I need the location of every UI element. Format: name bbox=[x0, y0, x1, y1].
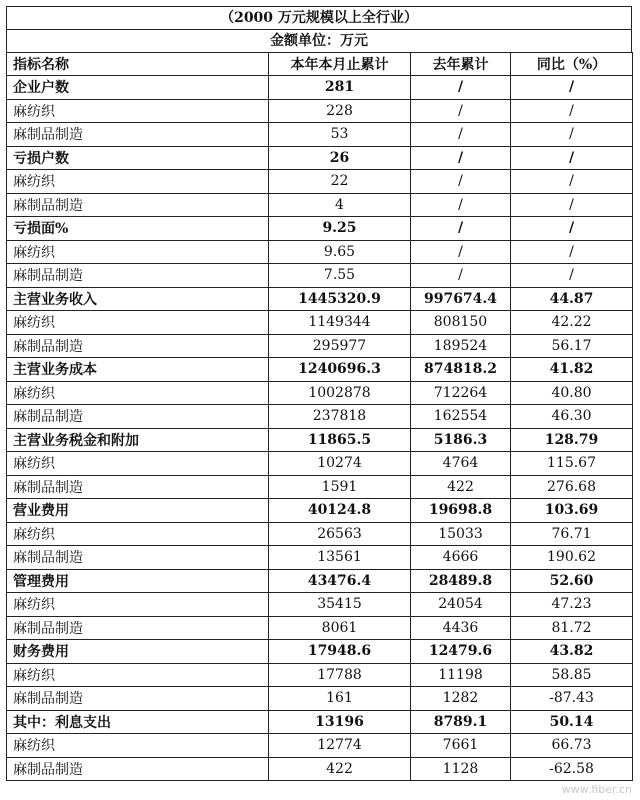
table-row bbox=[7, 76, 633, 100]
watermark: www.fiber.cn bbox=[561, 783, 632, 796]
current-cumulative-cell: 237818 bbox=[269, 405, 411, 429]
current-cumulative-cell: 1591 bbox=[269, 475, 411, 499]
current-cumulative-cell: 295977 bbox=[269, 334, 411, 358]
row-name-cell: 主营业务收入 bbox=[7, 287, 269, 311]
last-year-cumulative-cell: 28489.8 bbox=[411, 569, 511, 593]
current-cumulative-cell: 4 bbox=[269, 193, 411, 217]
yoy-percent-cell: 42.22 bbox=[511, 311, 633, 335]
last-year-cumulative-cell: 1128 bbox=[411, 757, 511, 781]
table-row bbox=[7, 663, 633, 687]
current-cumulative-cell: 8061 bbox=[269, 616, 411, 640]
row-name-cell: 麻纺织 bbox=[7, 240, 269, 264]
yoy-percent-cell: 50.14 bbox=[511, 710, 633, 734]
row-name-cell: 麻纺织 bbox=[7, 663, 269, 687]
yoy-percent-cell: 46.30 bbox=[511, 405, 633, 429]
yoy-percent-cell: 41.82 bbox=[511, 358, 633, 382]
table-row bbox=[7, 264, 633, 288]
row-name-cell: 麻制品制造 bbox=[7, 334, 269, 358]
row-name-cell: 麻制品制造 bbox=[7, 616, 269, 640]
current-cumulative-cell: 26563 bbox=[269, 522, 411, 546]
last-year-cumulative-cell: 8789.1 bbox=[411, 710, 511, 734]
header-yoy-percent: 同比（%） bbox=[511, 53, 633, 76]
last-year-cumulative-cell: 24054 bbox=[411, 593, 511, 617]
yoy-percent-cell: 190.62 bbox=[511, 546, 633, 570]
current-cumulative-cell: 10274 bbox=[269, 452, 411, 476]
yoy-percent-cell: / bbox=[511, 146, 633, 170]
header-last-year-cumulative: 去年累计 bbox=[411, 53, 511, 76]
row-name-cell: 其中：利息支出 bbox=[7, 710, 269, 734]
last-year-cumulative-cell: / bbox=[411, 146, 511, 170]
table-row bbox=[7, 710, 633, 734]
current-cumulative-cell: 12774 bbox=[269, 734, 411, 758]
last-year-cumulative-cell: / bbox=[411, 99, 511, 123]
yoy-percent-cell: 40.80 bbox=[511, 381, 633, 405]
current-cumulative-cell: 422 bbox=[269, 757, 411, 781]
yoy-percent-cell: -62.58 bbox=[511, 757, 633, 781]
table-row bbox=[7, 381, 633, 405]
yoy-percent-cell: 128.79 bbox=[511, 428, 633, 452]
last-year-cumulative-cell: 4764 bbox=[411, 452, 511, 476]
row-name-cell: 亏损面% bbox=[7, 217, 269, 241]
current-cumulative-cell: 35415 bbox=[269, 593, 411, 617]
yoy-percent-cell: 115.67 bbox=[511, 452, 633, 476]
table-row bbox=[7, 569, 633, 593]
row-name-cell: 管理费用 bbox=[7, 569, 269, 593]
row-name-cell: 麻纺织 bbox=[7, 734, 269, 758]
row-name-cell: 麻制品制造 bbox=[7, 546, 269, 570]
last-year-cumulative-cell: 4666 bbox=[411, 546, 511, 570]
current-cumulative-cell: 228 bbox=[269, 99, 411, 123]
current-cumulative-cell: 1240696.3 bbox=[269, 358, 411, 382]
last-year-cumulative-cell: 874818.2 bbox=[411, 358, 511, 382]
yoy-percent-cell: 103.69 bbox=[511, 499, 633, 523]
row-name-cell: 营业费用 bbox=[7, 499, 269, 523]
row-name-cell: 麻制品制造 bbox=[7, 757, 269, 781]
current-cumulative-cell: 1445320.9 bbox=[269, 287, 411, 311]
last-year-cumulative-cell: / bbox=[411, 217, 511, 241]
current-cumulative-cell: 1149344 bbox=[269, 311, 411, 335]
current-cumulative-cell: 40124.8 bbox=[269, 499, 411, 523]
last-year-cumulative-cell: 1282 bbox=[411, 687, 511, 711]
yoy-percent-cell: 276.68 bbox=[511, 475, 633, 499]
yoy-percent-cell: / bbox=[511, 193, 633, 217]
row-name-cell: 麻制品制造 bbox=[7, 123, 269, 147]
table-row bbox=[7, 757, 633, 781]
row-name-cell: 麻纺织 bbox=[7, 99, 269, 123]
last-year-cumulative-cell: 808150 bbox=[411, 311, 511, 335]
row-name-cell: 财务费用 bbox=[7, 640, 269, 664]
table-row bbox=[7, 687, 633, 711]
yoy-percent-cell: / bbox=[511, 240, 633, 264]
row-name-cell: 麻纺织 bbox=[7, 381, 269, 405]
data-table bbox=[6, 52, 633, 781]
current-cumulative-cell: 7.55 bbox=[269, 264, 411, 288]
yoy-percent-cell: / bbox=[511, 99, 633, 123]
table-row bbox=[7, 146, 633, 170]
row-name-cell: 主营业务税金和附加 bbox=[7, 428, 269, 452]
table-row bbox=[7, 358, 633, 382]
header-indicator-name: 指标名称 bbox=[7, 53, 269, 76]
yoy-percent-cell: 43.82 bbox=[511, 640, 633, 664]
current-cumulative-cell: 22 bbox=[269, 170, 411, 194]
row-name-cell: 麻纺织 bbox=[7, 170, 269, 194]
yoy-percent-cell: / bbox=[511, 217, 633, 241]
table-row bbox=[7, 546, 633, 570]
last-year-cumulative-cell: / bbox=[411, 170, 511, 194]
table-row bbox=[7, 428, 633, 452]
current-cumulative-cell: 13196 bbox=[269, 710, 411, 734]
table-body bbox=[7, 76, 633, 781]
row-name-cell: 麻纺织 bbox=[7, 452, 269, 476]
row-name-cell: 麻制品制造 bbox=[7, 405, 269, 429]
yoy-percent-cell: 52.60 bbox=[511, 569, 633, 593]
last-year-cumulative-cell: 12479.6 bbox=[411, 640, 511, 664]
current-cumulative-cell: 53 bbox=[269, 123, 411, 147]
last-year-cumulative-cell: / bbox=[411, 193, 511, 217]
row-name-cell: 亏损户数 bbox=[7, 146, 269, 170]
last-year-cumulative-cell: / bbox=[411, 240, 511, 264]
header-row bbox=[7, 53, 633, 76]
table-row bbox=[7, 193, 633, 217]
row-name-cell: 麻纺织 bbox=[7, 311, 269, 335]
table-row bbox=[7, 616, 633, 640]
last-year-cumulative-cell: 189524 bbox=[411, 334, 511, 358]
last-year-cumulative-cell: / bbox=[411, 123, 511, 147]
yoy-percent-cell: 76.71 bbox=[511, 522, 633, 546]
table-row bbox=[7, 334, 633, 358]
table-row bbox=[7, 170, 633, 194]
table-row bbox=[7, 240, 633, 264]
report-sheet bbox=[6, 6, 632, 781]
row-name-cell: 主营业务成本 bbox=[7, 358, 269, 382]
table-row bbox=[7, 499, 633, 523]
table-row bbox=[7, 405, 633, 429]
yoy-percent-cell: 56.17 bbox=[511, 334, 633, 358]
last-year-cumulative-cell: 422 bbox=[411, 475, 511, 499]
header-current-cumulative: 本年本月止累计 bbox=[269, 53, 411, 76]
last-year-cumulative-cell: 997674.4 bbox=[411, 287, 511, 311]
current-cumulative-cell: 11865.5 bbox=[269, 428, 411, 452]
yoy-percent-cell: / bbox=[511, 76, 633, 100]
table-row bbox=[7, 475, 633, 499]
row-name-cell: 麻制品制造 bbox=[7, 193, 269, 217]
last-year-cumulative-cell: / bbox=[411, 76, 511, 100]
table-row bbox=[7, 522, 633, 546]
row-name-cell: 麻制品制造 bbox=[7, 475, 269, 499]
table-row bbox=[7, 123, 633, 147]
current-cumulative-cell: 161 bbox=[269, 687, 411, 711]
yoy-percent-cell: / bbox=[511, 123, 633, 147]
last-year-cumulative-cell: 19698.8 bbox=[411, 499, 511, 523]
last-year-cumulative-cell: 15033 bbox=[411, 522, 511, 546]
yoy-percent-cell: / bbox=[511, 170, 633, 194]
yoy-percent-cell: 58.85 bbox=[511, 663, 633, 687]
last-year-cumulative-cell: 4436 bbox=[411, 616, 511, 640]
last-year-cumulative-cell: 7661 bbox=[411, 734, 511, 758]
yoy-percent-cell: 66.73 bbox=[511, 734, 633, 758]
current-cumulative-cell: 17948.6 bbox=[269, 640, 411, 664]
table-row bbox=[7, 311, 633, 335]
table-row bbox=[7, 734, 633, 758]
yoy-percent-cell: 47.23 bbox=[511, 593, 633, 617]
table-row bbox=[7, 452, 633, 476]
last-year-cumulative-cell: / bbox=[411, 264, 511, 288]
row-name-cell: 企业户数 bbox=[7, 76, 269, 100]
row-name-cell: 麻制品制造 bbox=[7, 687, 269, 711]
table-row bbox=[7, 217, 633, 241]
yoy-percent-cell: 44.87 bbox=[511, 287, 633, 311]
last-year-cumulative-cell: 712264 bbox=[411, 381, 511, 405]
table-row bbox=[7, 99, 633, 123]
current-cumulative-cell: 13561 bbox=[269, 546, 411, 570]
current-cumulative-cell: 26 bbox=[269, 146, 411, 170]
row-name-cell: 麻纺织 bbox=[7, 593, 269, 617]
last-year-cumulative-cell: 11198 bbox=[411, 663, 511, 687]
current-cumulative-cell: 9.65 bbox=[269, 240, 411, 264]
table-row bbox=[7, 640, 633, 664]
current-cumulative-cell: 43476.4 bbox=[269, 569, 411, 593]
yoy-percent-cell: / bbox=[511, 264, 633, 288]
last-year-cumulative-cell: 162554 bbox=[411, 405, 511, 429]
current-cumulative-cell: 1002878 bbox=[269, 381, 411, 405]
current-cumulative-cell: 281 bbox=[269, 76, 411, 100]
yoy-percent-cell: 81.72 bbox=[511, 616, 633, 640]
row-name-cell: 麻制品制造 bbox=[7, 264, 269, 288]
last-year-cumulative-cell: 5186.3 bbox=[411, 428, 511, 452]
current-cumulative-cell: 9.25 bbox=[269, 217, 411, 241]
table-row bbox=[7, 287, 633, 311]
report-title: （2000 万元规模以上全行业） bbox=[6, 6, 632, 29]
table-row bbox=[7, 593, 633, 617]
current-cumulative-cell: 17788 bbox=[269, 663, 411, 687]
yoy-percent-cell: -87.43 bbox=[511, 687, 633, 711]
unit-label: 金额单位：万元 bbox=[6, 29, 632, 52]
row-name-cell: 麻纺织 bbox=[7, 522, 269, 546]
